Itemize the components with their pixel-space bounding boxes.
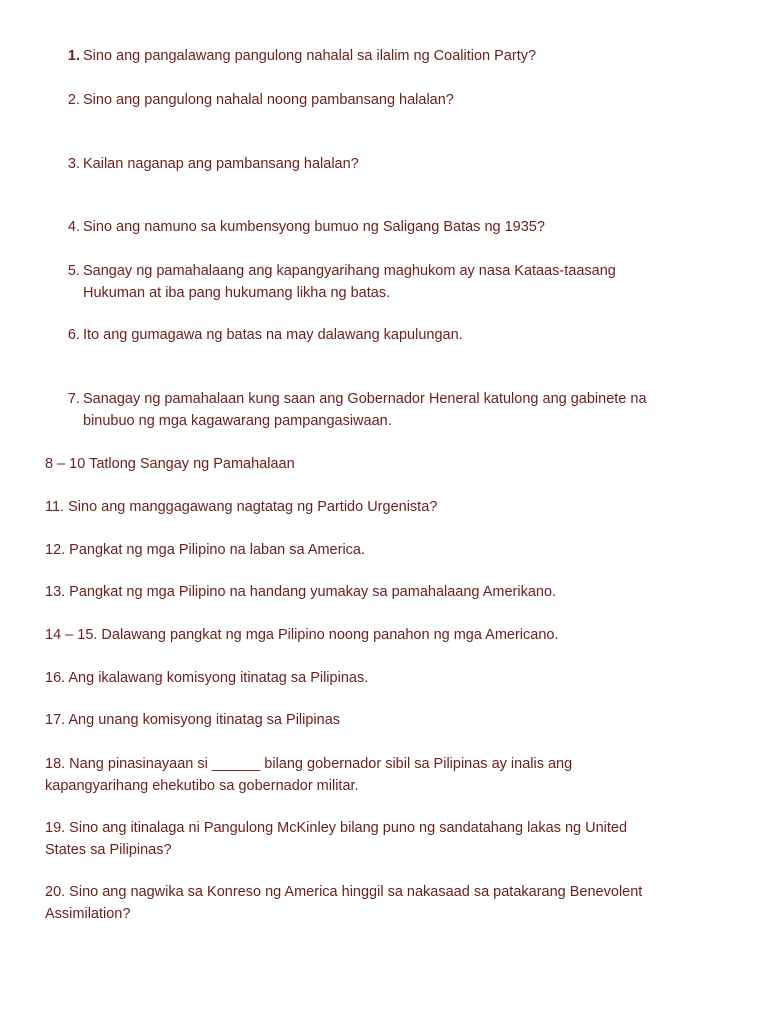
- question-number: 6.: [67, 327, 80, 343]
- question-number: 1.: [67, 48, 80, 64]
- question-number: 5.: [67, 263, 80, 279]
- question-number: 3.: [67, 156, 80, 172]
- question-number: 4.: [67, 219, 80, 235]
- question-19: 19. Sino ang itinalaga ni Pangulong McKinley bilang puno ng sandatahang lakas ng United: [45, 820, 628, 836]
- question-19-continued: States sa Pilipinas?: [45, 842, 172, 858]
- question-text: Sino ang pangalawang pangulong nahalal sa ilalim ng Coalition Party?: [83, 48, 537, 64]
- question-13: 13. Pangkat ng mga Pilipino na handang yumakay sa pamahalaang Amerikano.: [45, 584, 557, 600]
- question-14-15: 14 – 15. Dalawang pangkat ng mga Pilipino noong panahon ng mga Americano.: [45, 627, 559, 643]
- question-12: 12. Pangkat ng mga Pilipino na laban sa America.: [45, 542, 366, 558]
- question-11: 11. Sino ang manggagawang nagtatag ng Partido Urgenista?: [45, 499, 438, 515]
- question-text: Sino ang namuno sa kumbensyong bumuo ng Saligang Batas ng 1935?: [83, 219, 545, 235]
- question-text: Sangay ng pamahalaang ang kapangyarihang maghukom ay nasa Kataas-taasang: [83, 263, 616, 279]
- question-18: 18. Nang pinasinayaan si ______ bilang gobernador sibil sa Pilipinas ay inalis ang: [45, 756, 573, 772]
- question-text: binubuo ng mga kagawarang pampangasiwaan.: [83, 413, 392, 429]
- question-text: Ito ang gumagawa ng batas na may dalawang kapulungan.: [83, 327, 463, 343]
- question-text: Hukuman at iba pang hukumang likha ng batas.: [83, 285, 391, 301]
- question-text: Kailan naganap ang pambansang halalan?: [83, 156, 359, 172]
- question-18-continued: kapangyarihang ehekutibo sa gobernador militar.: [45, 778, 359, 794]
- question-number: 2.: [67, 92, 80, 108]
- question-20-continued: Assimilation?: [45, 906, 131, 922]
- question-17: 17. Ang unang komisyong itinatag sa Pilipinas: [45, 712, 341, 728]
- question-text: Sanagay ng pamahalaan kung saan ang Gobernador Heneral katulong ang gabinete na: [83, 391, 647, 407]
- question-text: Sino ang pangulong nahalal noong pambansang halalan?: [83, 92, 454, 108]
- question-16: 16. Ang ikalawang komisyong itinatag sa Pilipinas.: [45, 670, 369, 686]
- question-number: 7.: [67, 391, 80, 407]
- question-8-10: 8 – 10 Tatlong Sangay ng Pamahalaan: [45, 456, 295, 472]
- question-20: 20. Sino ang nagwika sa Konreso ng America hinggil sa nakasaad sa patakarang Benevolent: [45, 884, 643, 900]
